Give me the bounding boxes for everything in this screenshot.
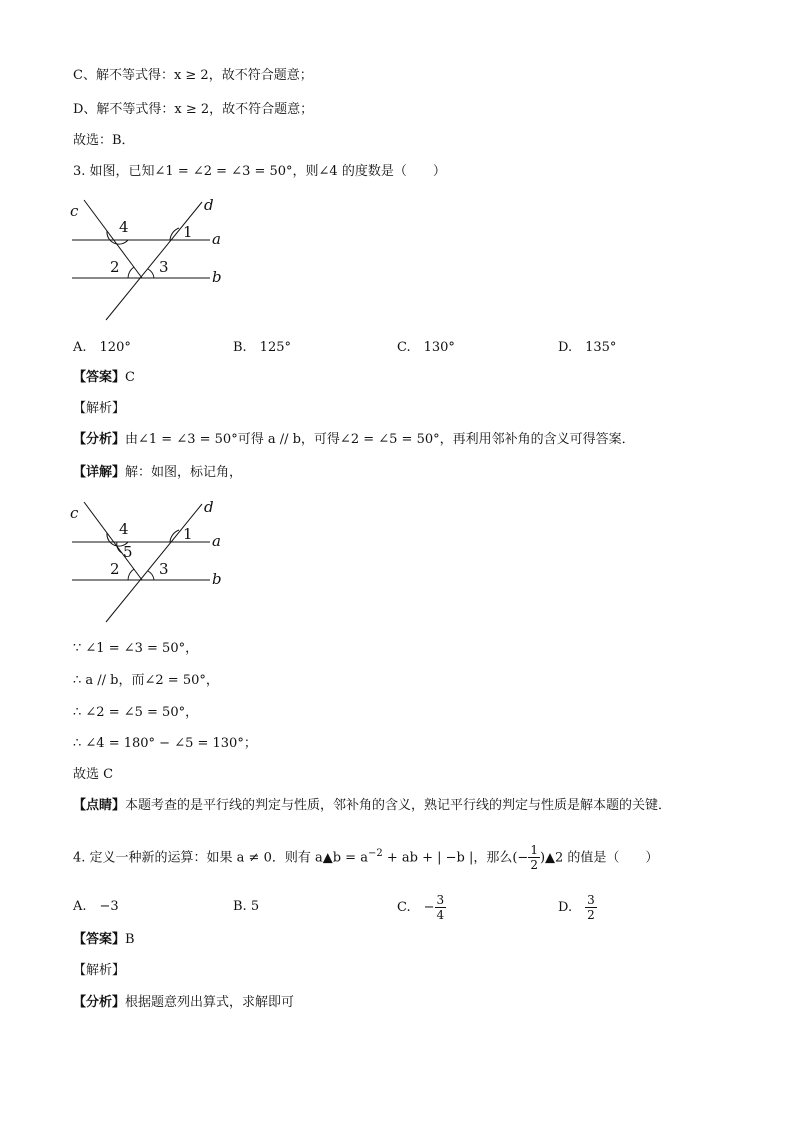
q4-fraction: [528, 843, 540, 872]
arc-3: [148, 571, 154, 580]
analysis-tag: 【解析】: [73, 401, 126, 416]
arc-2: [128, 569, 134, 580]
comment-line: [73, 796, 671, 816]
answer-value: C: [125, 370, 135, 385]
q4-option-d-den: 2: [587, 908, 595, 922]
label-b: b: [212, 570, 222, 588]
fenxi-line: [73, 430, 635, 450]
solution-line-d: D、解不等式得：x ≥ 2，故不符合题意；: [73, 102, 314, 117]
arc-1: [170, 530, 179, 542]
figure-2: [62, 498, 232, 628]
fenxi-tag: 【分析】: [73, 432, 126, 447]
label-angle-1: 1: [183, 223, 193, 241]
label-d: d: [204, 498, 214, 516]
label-angle-2: 2: [110, 258, 120, 276]
arc-1: [170, 228, 179, 240]
answer2-line: [73, 930, 135, 950]
question-4: [73, 840, 658, 872]
detail-text: 解：如图，标记角，: [125, 465, 243, 480]
answer-tag: 【答案】: [73, 370, 126, 385]
fenxi2-line: [73, 993, 294, 1013]
label-d: d: [204, 196, 214, 214]
q3-option-b: B. 125°: [233, 340, 291, 355]
q4-option-d-prefix: D.: [558, 900, 586, 915]
question-3: 3. 如图，已知∠1 = ∠2 = ∠3 = 50°，则∠4 的度数是（ ）: [73, 164, 446, 179]
comment-text: 本题考查的是平行线的判定与性质，邻补角的含义，熟记平行线的判定与性质是解本题的关键．: [125, 798, 672, 813]
answer2-tag: 【答案】: [73, 932, 126, 947]
q4-mid: + ab + | −b |，那么(−: [382, 850, 529, 866]
arc-2: [128, 267, 134, 278]
label-c: c: [70, 504, 79, 522]
label-c: c: [70, 202, 79, 220]
label-b: b: [212, 268, 222, 286]
label-angle-1: 1: [183, 525, 193, 543]
q4-exp: −2: [367, 848, 383, 859]
fenxi-text: 由∠1 = ∠3 = 50°可得 a // b，可得∠2 = ∠5 = 50°，再利用邻补角的含义可得答案．: [125, 432, 635, 447]
analysis2-tag: 【解析】: [73, 963, 126, 978]
q4-option-d: [558, 893, 597, 922]
q4-option-c-den: 4: [436, 908, 445, 922]
q4-option-c-num: 3: [436, 893, 445, 907]
detail-tag: 【详解】: [73, 465, 126, 480]
step-4: ∴ ∠4 = 180° − ∠5 = 130°；: [73, 736, 257, 751]
figure-1: [62, 196, 232, 326]
q3-option-a: A. 120°: [73, 340, 131, 355]
q3-option-c: C. 130°: [397, 340, 455, 355]
step-2: ∴ a // b，而∠2 = 50°，: [73, 673, 219, 688]
q4-option-c: [397, 893, 446, 922]
solution-line-c: C、解不等式得：x ≥ 2，故不符合题意；: [73, 68, 313, 83]
q4-option-c-prefix: C. −: [397, 900, 435, 915]
q4-option-d-num: 3: [587, 893, 595, 907]
answer-line: [73, 368, 135, 388]
label-a: a: [212, 230, 221, 248]
q3-option-d: D. 135°: [558, 340, 617, 355]
label-a: a: [212, 532, 221, 550]
step-1: ∵ ∠1 = ∠3 = 50°，: [73, 641, 199, 656]
q4-option-b: B. 5: [233, 899, 260, 914]
q4-option-d-fraction: [585, 893, 597, 922]
label-angle-3: 3: [159, 560, 169, 578]
choose-b: 故选：B．: [73, 133, 135, 148]
label-angle-4: 4: [119, 218, 129, 236]
comment-tag: 【点睛】: [73, 798, 126, 813]
detail-line: [73, 463, 242, 483]
label-angle-2: 2: [110, 560, 120, 578]
q4-option-a: A. −3: [73, 899, 119, 914]
q4-option-c-fraction: [435, 893, 447, 922]
q4-frac-num: 1: [530, 843, 538, 858]
label-angle-5: 5: [123, 543, 133, 561]
fenxi2-tag: 【分析】: [73, 995, 126, 1010]
q4-frac-den: 2: [530, 858, 538, 873]
step-3: ∴ ∠2 = ∠5 = 50°，: [73, 705, 199, 720]
q4-post: )▲2 的值是（ ）: [539, 850, 659, 866]
label-angle-3: 3: [159, 258, 169, 276]
label-angle-4: 4: [119, 520, 129, 538]
arc-3: [148, 269, 154, 278]
choose-c: 故选 C: [73, 767, 114, 782]
fenxi2-text: 根据题意列出算式，求解即可: [125, 995, 295, 1010]
q4-pre: 4. 定义一种新的运算：如果 a ≠ 0．则有 a▲b = a: [73, 850, 368, 866]
answer2-value: B: [125, 932, 135, 947]
